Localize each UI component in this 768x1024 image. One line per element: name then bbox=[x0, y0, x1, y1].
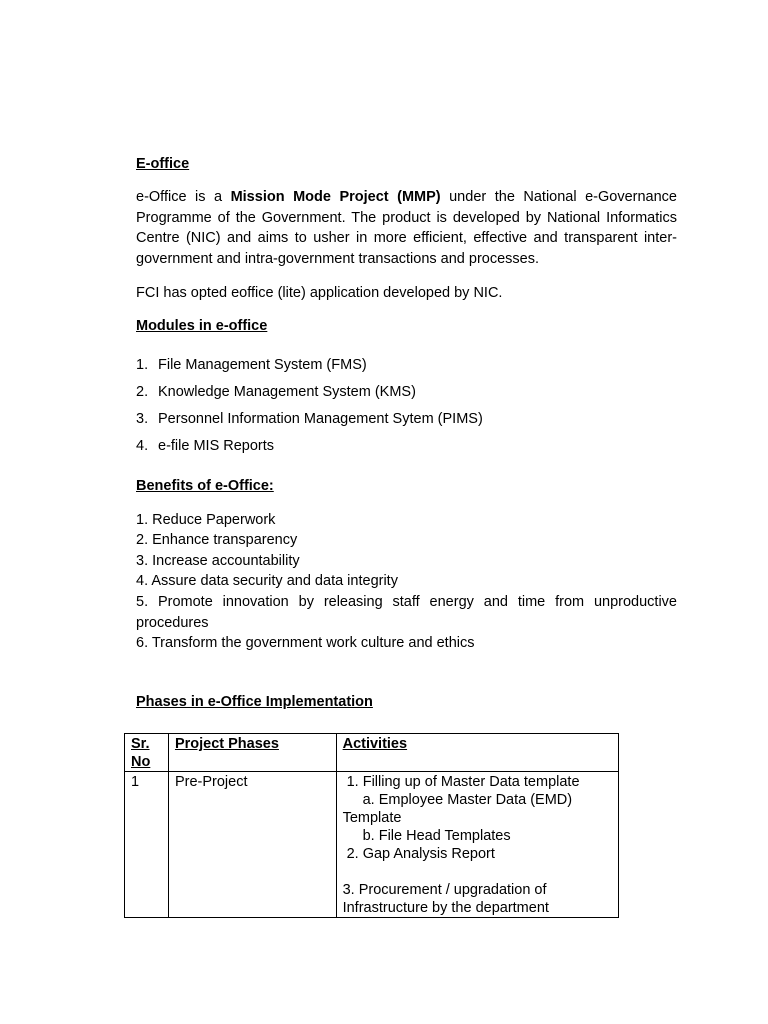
benefit-item: 1. Reduce Paperwork bbox=[136, 512, 276, 528]
phases-heading: Phases in e-Office Implementation bbox=[136, 694, 373, 710]
benefit-item: 3. Increase accountability bbox=[136, 553, 300, 569]
activity-line: b. File Head Templates bbox=[362, 828, 511, 844]
table-row bbox=[125, 772, 619, 918]
module-item: 1. File Management System (FMS) bbox=[136, 357, 367, 373]
fci-paragraph: FCI has opted eoffice (lite) application developed by NIC. bbox=[136, 285, 503, 301]
activity-line: 3. Procurement / upgradation of Infrastructure by the department bbox=[342, 882, 549, 916]
benefit-item: 5. Promote innovation by releasing staff energy and time from unproductive procedures bbox=[136, 594, 677, 631]
column-header-activities: Activities bbox=[336, 734, 618, 772]
module-item: 3. Personnel Information Management Sytem (PIMS) bbox=[136, 411, 483, 427]
cell-project-phase: Pre-Project bbox=[168, 772, 336, 918]
activity-line: a. Employee Master Data (EMD) Template bbox=[342, 792, 573, 826]
intro-text-part2: under the National e-Governance Programme of the Government. The product is developed by National Informatics Centre (NIC) and aims to usher in more efficient, effective and transparent inter-government and intra-government transactions and processes. bbox=[136, 189, 677, 267]
cell-activities bbox=[336, 772, 618, 918]
module-item: 2. Knowledge Management System (KMS) bbox=[136, 384, 416, 400]
table-header-row bbox=[125, 734, 619, 772]
benefit-item: 6. Transform the government work culture and ethics bbox=[136, 635, 475, 651]
benefit-item: 4. Assure data security and data integrity bbox=[136, 573, 398, 589]
modules-heading: Modules in e-office bbox=[136, 318, 268, 334]
cell-sr-no: 1 bbox=[125, 772, 169, 918]
eoffice-intro-paragraph bbox=[136, 187, 677, 269]
intro-text-part1: e-Office is a bbox=[136, 189, 231, 205]
eoffice-heading: E-office bbox=[136, 156, 190, 172]
activity-line: 2. Gap Analysis Report bbox=[346, 846, 495, 862]
column-header-sr-no: Sr. No bbox=[125, 734, 169, 772]
benefits-heading: Benefits of e-Office: bbox=[136, 478, 274, 494]
intro-bold-mmp: Mission Mode Project (MMP) bbox=[230, 189, 441, 205]
benefit-item: 2. Enhance transparency bbox=[136, 532, 298, 548]
column-header-project-phases: Project Phases bbox=[168, 734, 336, 772]
activity-line: 1. Filling up of Master Data template bbox=[346, 774, 580, 790]
module-item: 4. e-file MIS Reports bbox=[136, 438, 275, 454]
phases-table bbox=[124, 733, 619, 918]
